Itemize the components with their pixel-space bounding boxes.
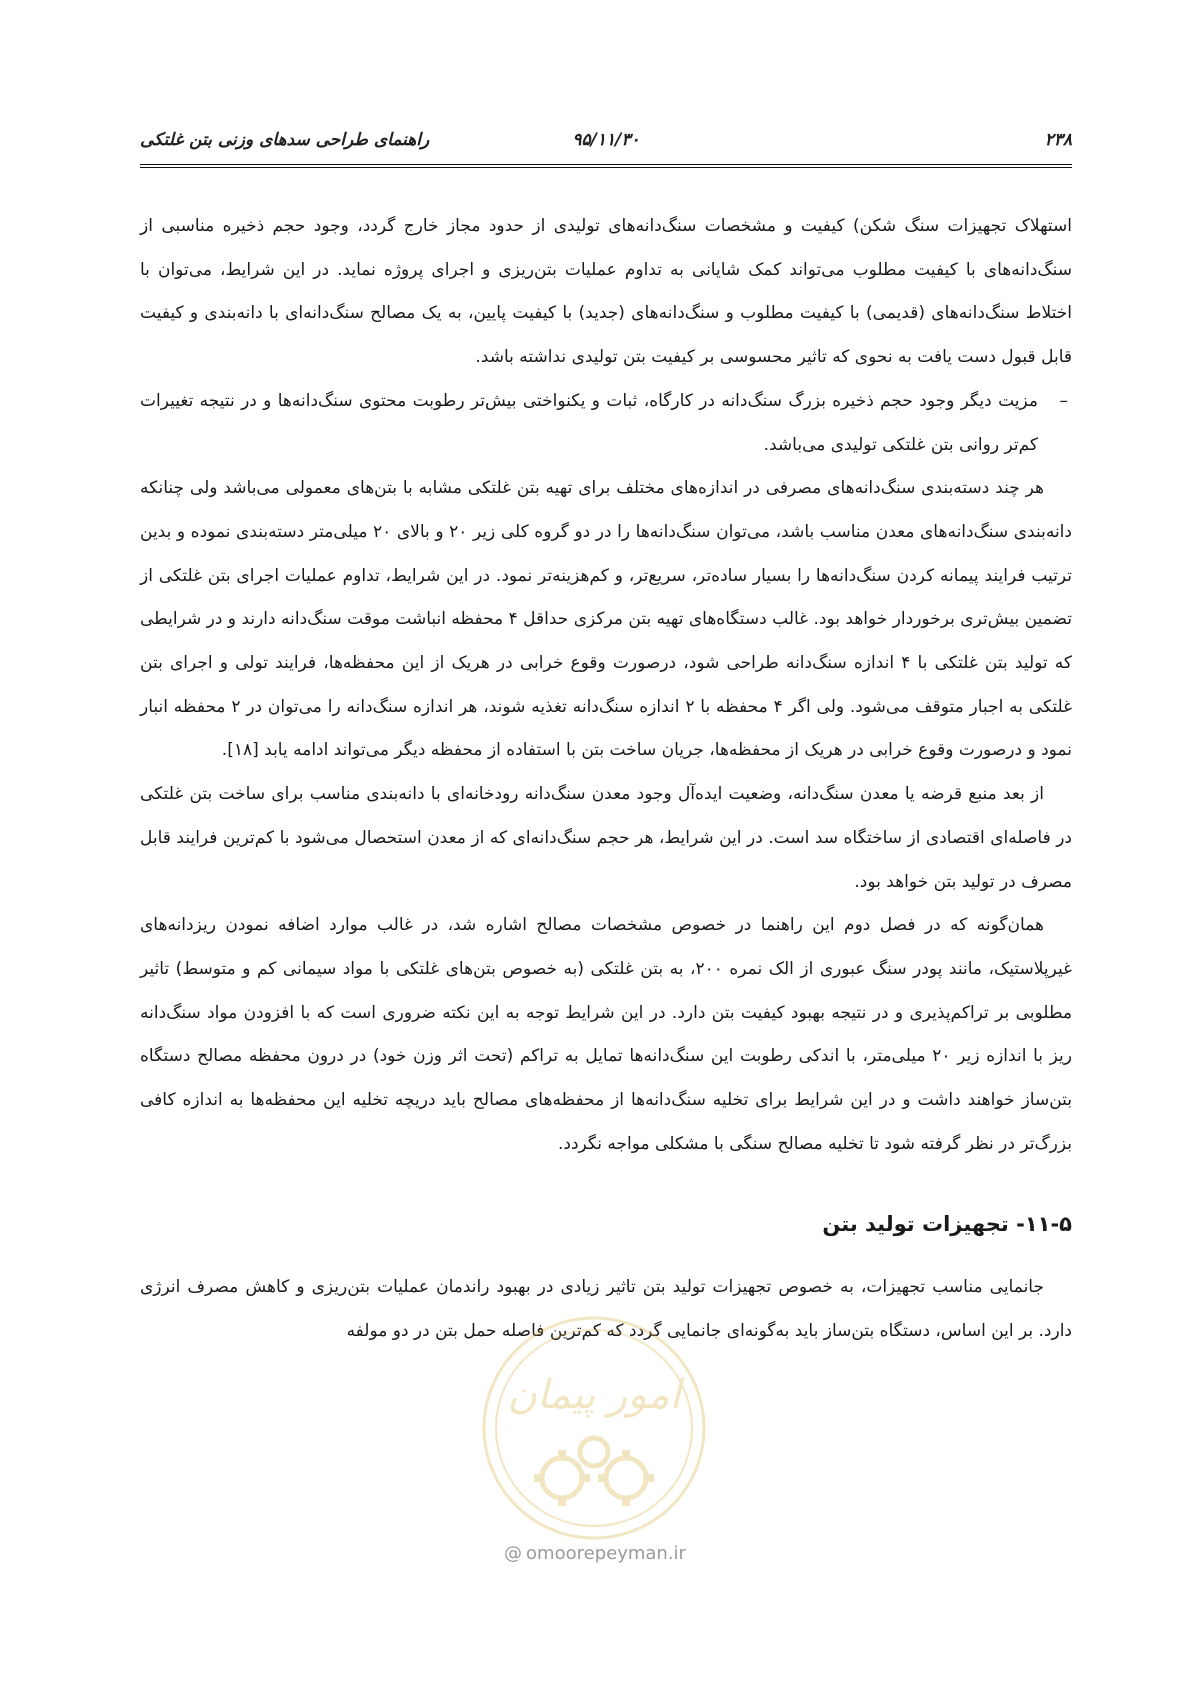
running-header xyxy=(140,130,1072,160)
paragraph-fines: همان‌گونه که در فصل دوم این راهنما در خصوص مشخصات مصالح اشاره شد، در غالب موارد اضافه نمودن ریزدانه‌های غیرپلاستیک، مانند پودر سنگ عبوری از الک نمره ۲۰۰، به بتن غلتکی (به خصوص بتن‌های غلتکی با مواد سیمانی کم و متوسط) تاثیر مطلوبی بر تراکم‌پذیری و در نتیجه بهبود کیفیت بتن دارد. در این شرایط توجه به این نکته ضروری است که با افزودن مواد سنگ‌دانه ریز با اندازه زیر ۲۰ میلی‌متر، با اندکی رطوبت این سنگ‌دانه‌ها تمایل به تراکم (تحت اثر وزن خود) در درون محفظه مصالح دستگاه بتن‌ساز خواهند داشت و در این شرایط برای تخلیه سنگ‌دانه‌ها از محفظه‌های مصالح باید دریچه تخلیه این محفظه‌ها به اندازه کافی بزرگ‌تر در نظر گرفته شود تا تخلیه مصالح سنگی با مشکلی مواجه نگردد. xyxy=(140,915,1072,1154)
bullet-item xyxy=(140,380,1072,467)
section-heading: ۱۱-۵- تجهیزات تولید بتن xyxy=(822,1212,1072,1237)
book-title: راهنمای طراحی سدهای وزنی بتن غلتکی xyxy=(140,130,430,150)
body-text xyxy=(140,205,1072,1354)
watermark-url-text: omoorepeyman.ir xyxy=(526,1543,686,1564)
paragraph-aggregate-grouping: هر چند دسته‌بندی سنگ‌دانه‌های مصرفی در اندازه‌های مختلف برای تهیه بتن غلتکی مشابه با بتن‌های معمولی می‌باشد ولی چنانکه دانه‌بندی سنگ‌دانه‌های معدن مناسب باشد، می‌توان سنگ‌دانه‌ها را در دو گروه کلی زیر ۲۰ و بالای ۲۰ میلی‌متر دسته‌بندی نموده و بدین ترتیب فرایند پیمانه کردن سنگ‌دانه‌ها را بسیار ساده‌تر، سریع‌تر، و کم‌هزینه‌تر نمود. در این شرایط، تداوم عملیات اجرای بتن غلتکی از تضمین بیش‌تری برخوردار خواهد بود. غالب دستگاه‌های تهیه بتن مرکزی حداقل ۴ محفظه انباشت موقت سنگ‌دانه دارند و در شرایطی که تولید بتن غلتکی با ۴ اندازه سنگ‌دانه طراحی شود، درصورت وقوع خرابی در هریک از این محفظه‌ها، فرایند تولی و اجرای بتن غلتکی به اجبار متوقف می‌شود. ولی اگر ۴ محفظه با ۲ اندازه سنگ‌دانه تغذیه شوند، هر اندازه سنگ‌دانه را می‌توان در ۲ محفظه انبار نمود و درصورت وقوع خرابی در هریک از محفظه‌ها، جریان ساخت بتن با استفاده از محفظه دیگر می‌تواند ادامه یابد [۱۸]. xyxy=(140,478,1073,761)
paragraph-continued: استهلاک تجهیزات سنگ شکن) کیفیت و مشخصات سنگ‌دانه‌های تولیدی از حدود مجاز خارج گردد، وجود حجم ذخیره مناسبی از سنگ‌دانه‌های با کیفیت مطلوب می‌تواند کمک شایانی به تداوم عملیات بتن‌ریزی و اجرای پروژه نماید. در این شرایط، می‌توان با اختلاط سنگ‌دانه‌های (قدیمی) با کیفیت مطلوب و سنگ‌دانه‌های (جدید) با کیفیت پایین، به یک مصالح سنگ‌دانه‌ای با دانه‌بندی و کیفیت قابل قبول دست یافت به نحوی که تاثیر محسوسی بر کیفیت بتن تولیدی نداشته باشد. xyxy=(140,216,1072,368)
page-number: ۲۳۸ xyxy=(1044,130,1072,150)
bullet-text: مزیت دیگر وجود حجم ذخیره بزرگ سنگ‌دانه در کارگاه، ثبات و یکنواختی بیش‌تر رطوبت محتوی سنگ‌دانه‌ها و در نتیجه تغییرات کم‌تر روانی بتن غلتکی تولیدی می‌باشد. xyxy=(140,390,1038,455)
bullet-dash: – xyxy=(1059,390,1068,411)
header-date: ۹۵/۱۱/۳۰ xyxy=(572,130,640,150)
section-paragraph: جانمایی مناسب تجهیزات، به خصوص تجهیزات تولید بتن تاثیر زیادی در بهبود راندمان عملیات بتن‌ریزی و کاهش مصرف انرژی دارد. بر این اساس، دستگاه بتن‌ساز باید به‌گونه‌ای جانمایی گردد که کم‌ترین فاصله حمل بتن در دو مولفه xyxy=(140,1277,1072,1342)
gear-seal-icon xyxy=(478,1312,710,1544)
watermark-url xyxy=(0,1543,1190,1564)
seal-lettering: امور پیمان xyxy=(507,1372,681,1418)
header-rule xyxy=(140,164,1072,168)
paragraph-borrow-source: از بعد منبع قرضه یا معدن سنگ‌دانه، وضعیت ایده‌آل وجود معدن سنگ‌دانه رودخانه‌ای با دانه‌بندی مناسب برای ساخت بتن غلتکی در فاصله‌ای اقتصادی از ساختگاه سد است. در این شرایط، هر حجم سنگ‌دانه‌ای که از معدن استحصال می‌شود با کم‌ترین فرایند قابل مصرف در تولید بتن خواهد بود. xyxy=(140,784,1072,892)
at-sign-icon: @ xyxy=(504,1543,523,1564)
